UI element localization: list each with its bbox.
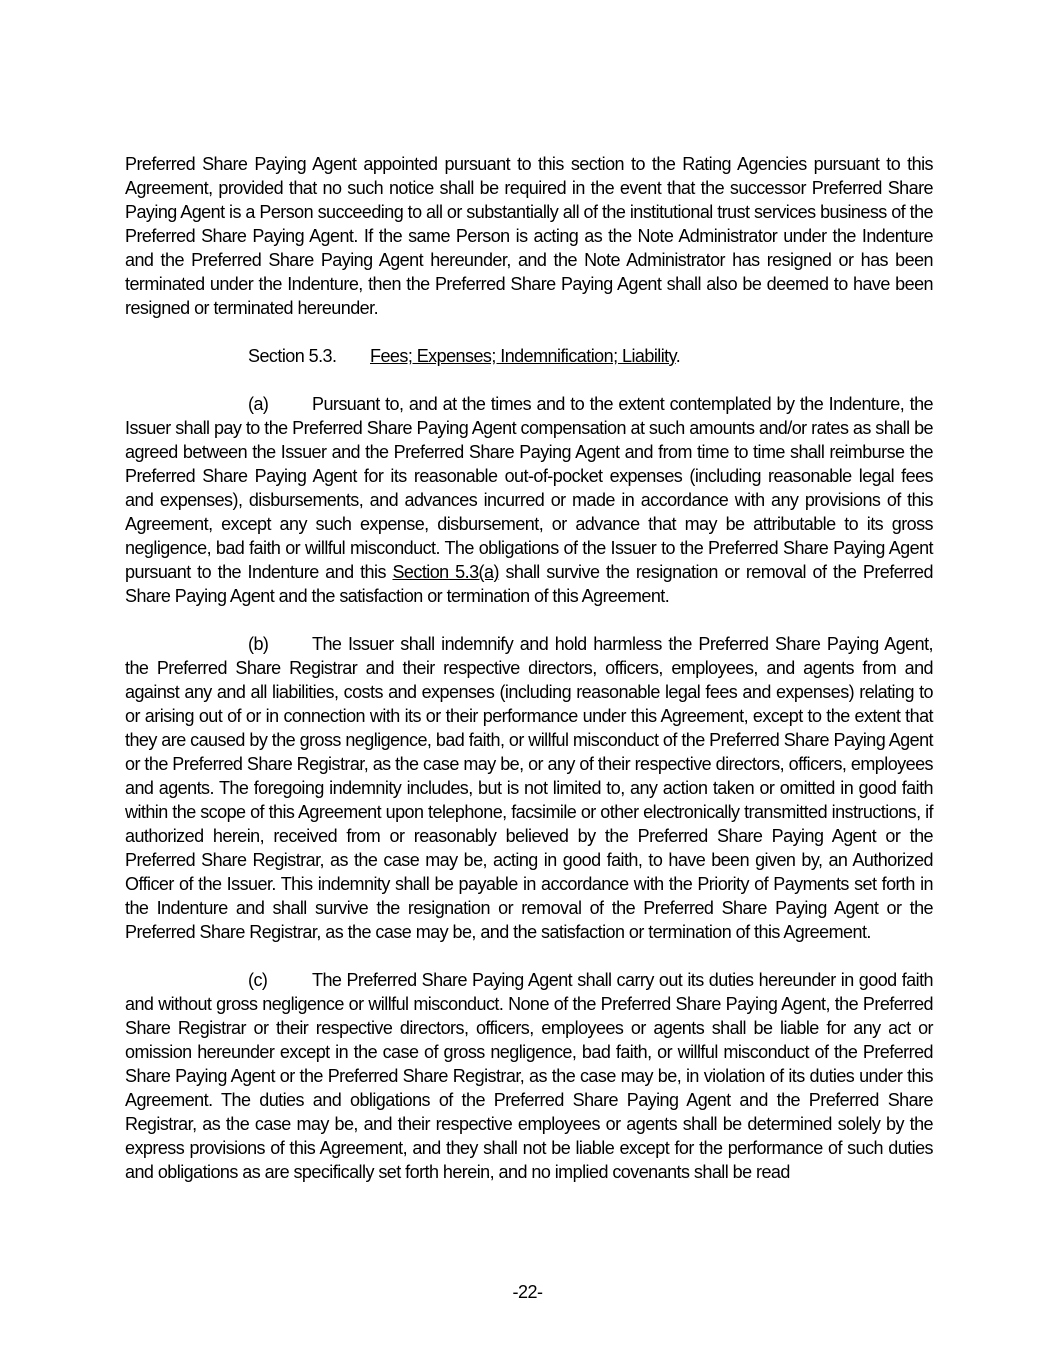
paragraph-b xyxy=(125,632,933,944)
document-page xyxy=(125,152,933,1184)
page-number: -22- xyxy=(512,1282,543,1302)
paragraph-c-label: (c) xyxy=(248,970,268,990)
section-reference-link: Section 5.3(a) xyxy=(392,562,499,582)
section-heading xyxy=(125,344,933,368)
paragraph-c xyxy=(125,968,933,1184)
paragraph-b-text: The Issuer shall indemnify and hold harmless the Preferred Share Paying Agent, the Preferred Share Registrar and their respective directors, officers, employees, and agents from and against any and all liabilities, costs and expenses (including reasonable legal fees and expenses) relating to or arising out of or in connection with its or their performance under this Agreement, except to the extent that they are caused by the gross negligence, bad faith, or willful misconduct of the Preferred Share Paying Agent or the Preferred Share Registrar, as the case may be, or any of their respective directors, officers, employees and agents. The foregoing indemnity includes, but is not limited to, any action taken or omitted in good faith within the scope of this Agreement upon telephone, facsimile or other electronically transmitted instructions, if authorized herein, received from or reasonably believed by the Preferred Share Paying Agent or the Preferred Share Registrar, as the case may be, acting in good faith, to have been given by, an Authorized Officer of the Issuer. This indemnity shall be payable in accordance with the Priority of Payments set forth in the Indenture and shall survive the resignation or removal of the Preferred Share Paying Agent or the Preferred Share Registrar, as the case may be, and the satisfaction or termination of this Agreement. xyxy=(125,634,933,942)
section-title-period: . xyxy=(675,346,681,366)
paragraph-gap xyxy=(125,368,933,392)
paragraph-c-text: The Preferred Share Paying Agent shall carry out its duties hereunder in good faith and without gross negligence or willful misconduct. None of the Preferred Share Paying Agent, the Preferred Share Registrar or their respective directors, officers, employees or agents shall be liable for any act or omission hereunder except in the case of gross negligence, bad faith, or willful misconduct of the Preferred Share Paying Agent or the Preferred Share Registrar, as the case may be, in violation of its duties under this Agreement. The duties and obligations of the Preferred Share Paying Agent and the Preferred Share Registrar, as the case may be, and their respective employees or agents shall be determined solely by the express provisions of this Agreement, and they shall not be liable except for the performance of such duties and obligations as are specifically set forth herein, and no implied covenants shall be read xyxy=(125,970,933,1182)
paragraph-gap xyxy=(125,320,933,344)
intro-paragraph: Preferred Share Paying Agent appointed pursuant to this section to the Rating Agencies pursuant to this Agreement, provided that no such notice shall be required in the event that the successor Preferred Share Paying Agent is a Person succeeding to all or substantially all of the institutional trust services business of the Preferred Share Paying Agent. If the same Person is acting as the Note Administrator under the Indenture and the Preferred Share Paying Agent hereunder, and the Note Administrator has resigned or has been terminated under the Indenture, then the Preferred Share Paying Agent shall also be deemed to have been resigned or terminated hereunder. xyxy=(125,154,933,318)
paragraph-gap xyxy=(125,608,933,632)
section-number: Section 5.3. xyxy=(248,346,337,366)
paragraph-b-label: (b) xyxy=(248,634,269,654)
section-title: Fees; Expenses; Indemnification; Liability xyxy=(370,346,676,366)
paragraph-a-text: Pursuant to, and at the times and to the extent contemplated by the Indenture, the Issuer shall pay to the Preferred Share Paying Agent compensation at such amounts and/or rates as shall be agreed between the Issuer and the Preferred Share Paying Agent and from time to time shall reimburse the Preferred Share Paying Agent for its reasonable out-of-pocket expenses (including reasonable legal fees and expenses), disbursements, and advances incurred or made in accordance with any provisions of this Agreement, except any such expense, disbursement, or advance that may be attributable to its gross negligence, bad faith or willful misconduct. The obligations of the Issuer to the Preferred Share Paying Agent pursuant to the Indenture and this xyxy=(125,394,933,582)
paragraph-a-text-continued: shall survive the resignation or removal of the Preferred Share Paying Agent and the satisfaction or termination of this Agreement. xyxy=(125,562,933,606)
paragraph-gap xyxy=(125,944,933,968)
paragraph-a xyxy=(125,392,933,608)
paragraph-a-label: (a) xyxy=(248,394,269,414)
